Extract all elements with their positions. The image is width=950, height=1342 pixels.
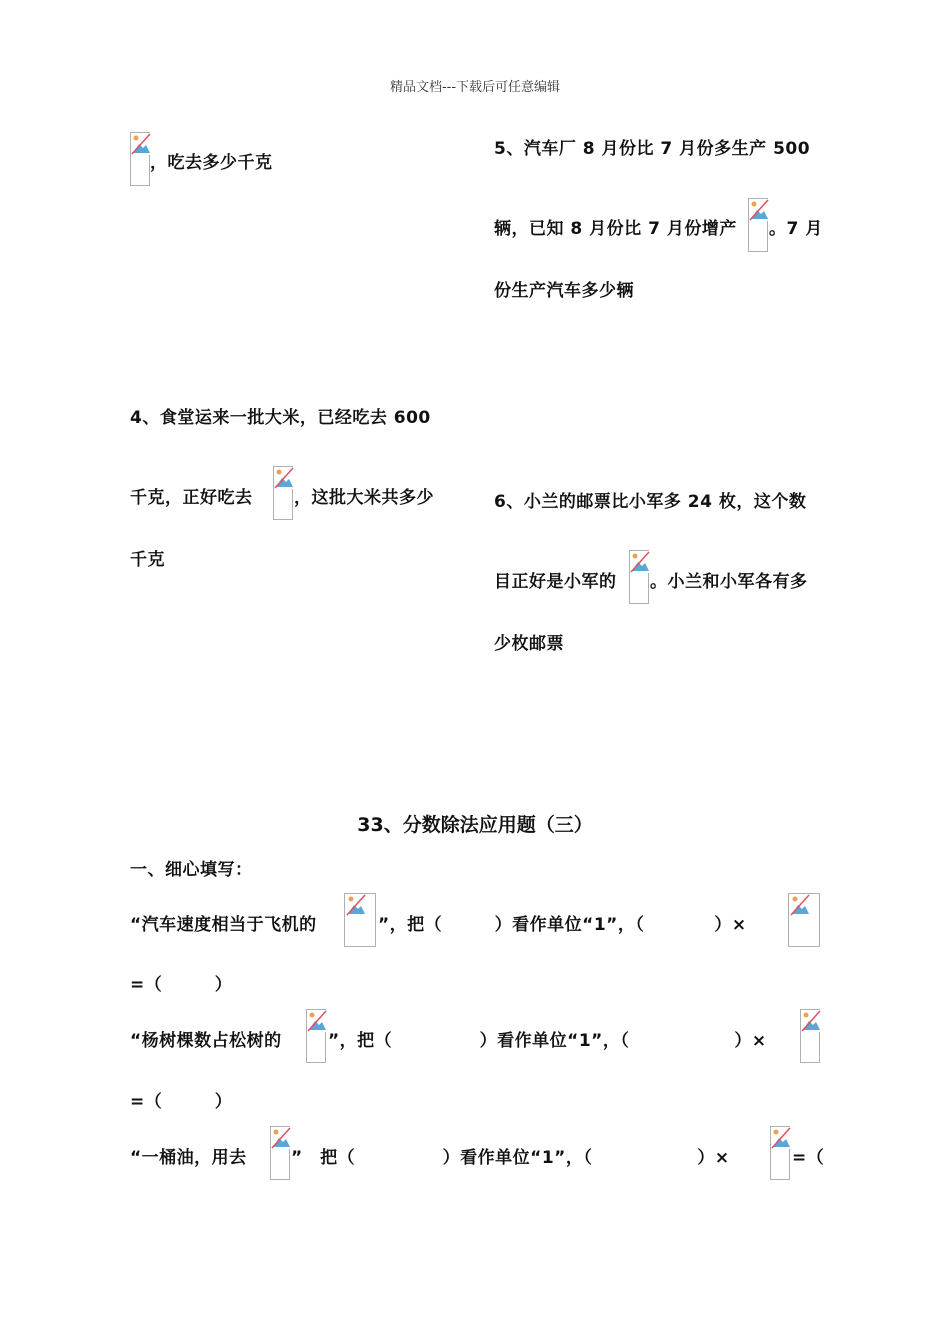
fill3-text-b: ” 把（ ）看作单位“1”，（ ）×	[291, 1148, 730, 1168]
fill1-text-c: =（ ）	[130, 975, 233, 995]
q6-line2a: 目正好是小军的	[494, 572, 617, 592]
fraction-image-icon	[273, 466, 293, 520]
fraction-image-icon	[270, 1126, 290, 1180]
q5-line2b: 。7 月	[769, 219, 823, 239]
fill1-text-b: ”，把（ ）看作单位“1”，（ ）×	[378, 915, 747, 935]
fraction-image-icon	[748, 198, 768, 252]
fraction-image-icon	[306, 1009, 326, 1063]
section-title: 33、分数除法应用题（三）	[357, 814, 593, 836]
q4-line2a: 千克，正好吃去	[130, 488, 253, 508]
fill2-text-a: “杨树棵数占松树的	[130, 1031, 282, 1051]
q6-line3: 少枚邮票	[494, 634, 564, 654]
fill2-text-b: ”，把（ ）看作单位“1”，（ ）×	[328, 1031, 767, 1051]
fill3-text-c: =（	[792, 1148, 825, 1168]
part1-heading: 一、细心填写：	[130, 860, 253, 880]
fraction-image-icon	[788, 893, 820, 947]
fill3-text-a: “一桶油，用去	[130, 1148, 247, 1168]
fraction-image-icon	[800, 1009, 820, 1063]
page-header: 精品文档---下载后可任意编辑	[389, 80, 561, 95]
q4-line1: 4、食堂运来一批大米，已经吃去 600	[130, 408, 431, 428]
fill1-text-a: “汽车速度相当于飞机的	[130, 915, 317, 935]
q4-line2b: ，这批大米共多少	[294, 488, 434, 508]
q6-line1: 6、小兰的邮票比小军多 24 枚，这个数	[494, 492, 807, 512]
fraction-image-icon	[770, 1126, 790, 1180]
q5-line1: 5、汽车厂 8 月份比 7 月份多生产 500	[494, 139, 811, 159]
q5-line3: 份生产汽车多少辆	[494, 281, 634, 301]
fraction-image-icon	[629, 550, 649, 604]
left-line-top: ，吃去多少千克	[150, 153, 273, 173]
fraction-image-icon	[344, 893, 376, 947]
q4-line3: 千克	[130, 550, 165, 570]
q6-line2b: 。小兰和小军各有多	[650, 572, 808, 592]
fill2-text-c: =（ ）	[130, 1092, 233, 1112]
fraction-image-icon	[130, 132, 150, 186]
q5-line2a: 辆，已知 8 月份比 7 月份增产	[494, 219, 737, 239]
